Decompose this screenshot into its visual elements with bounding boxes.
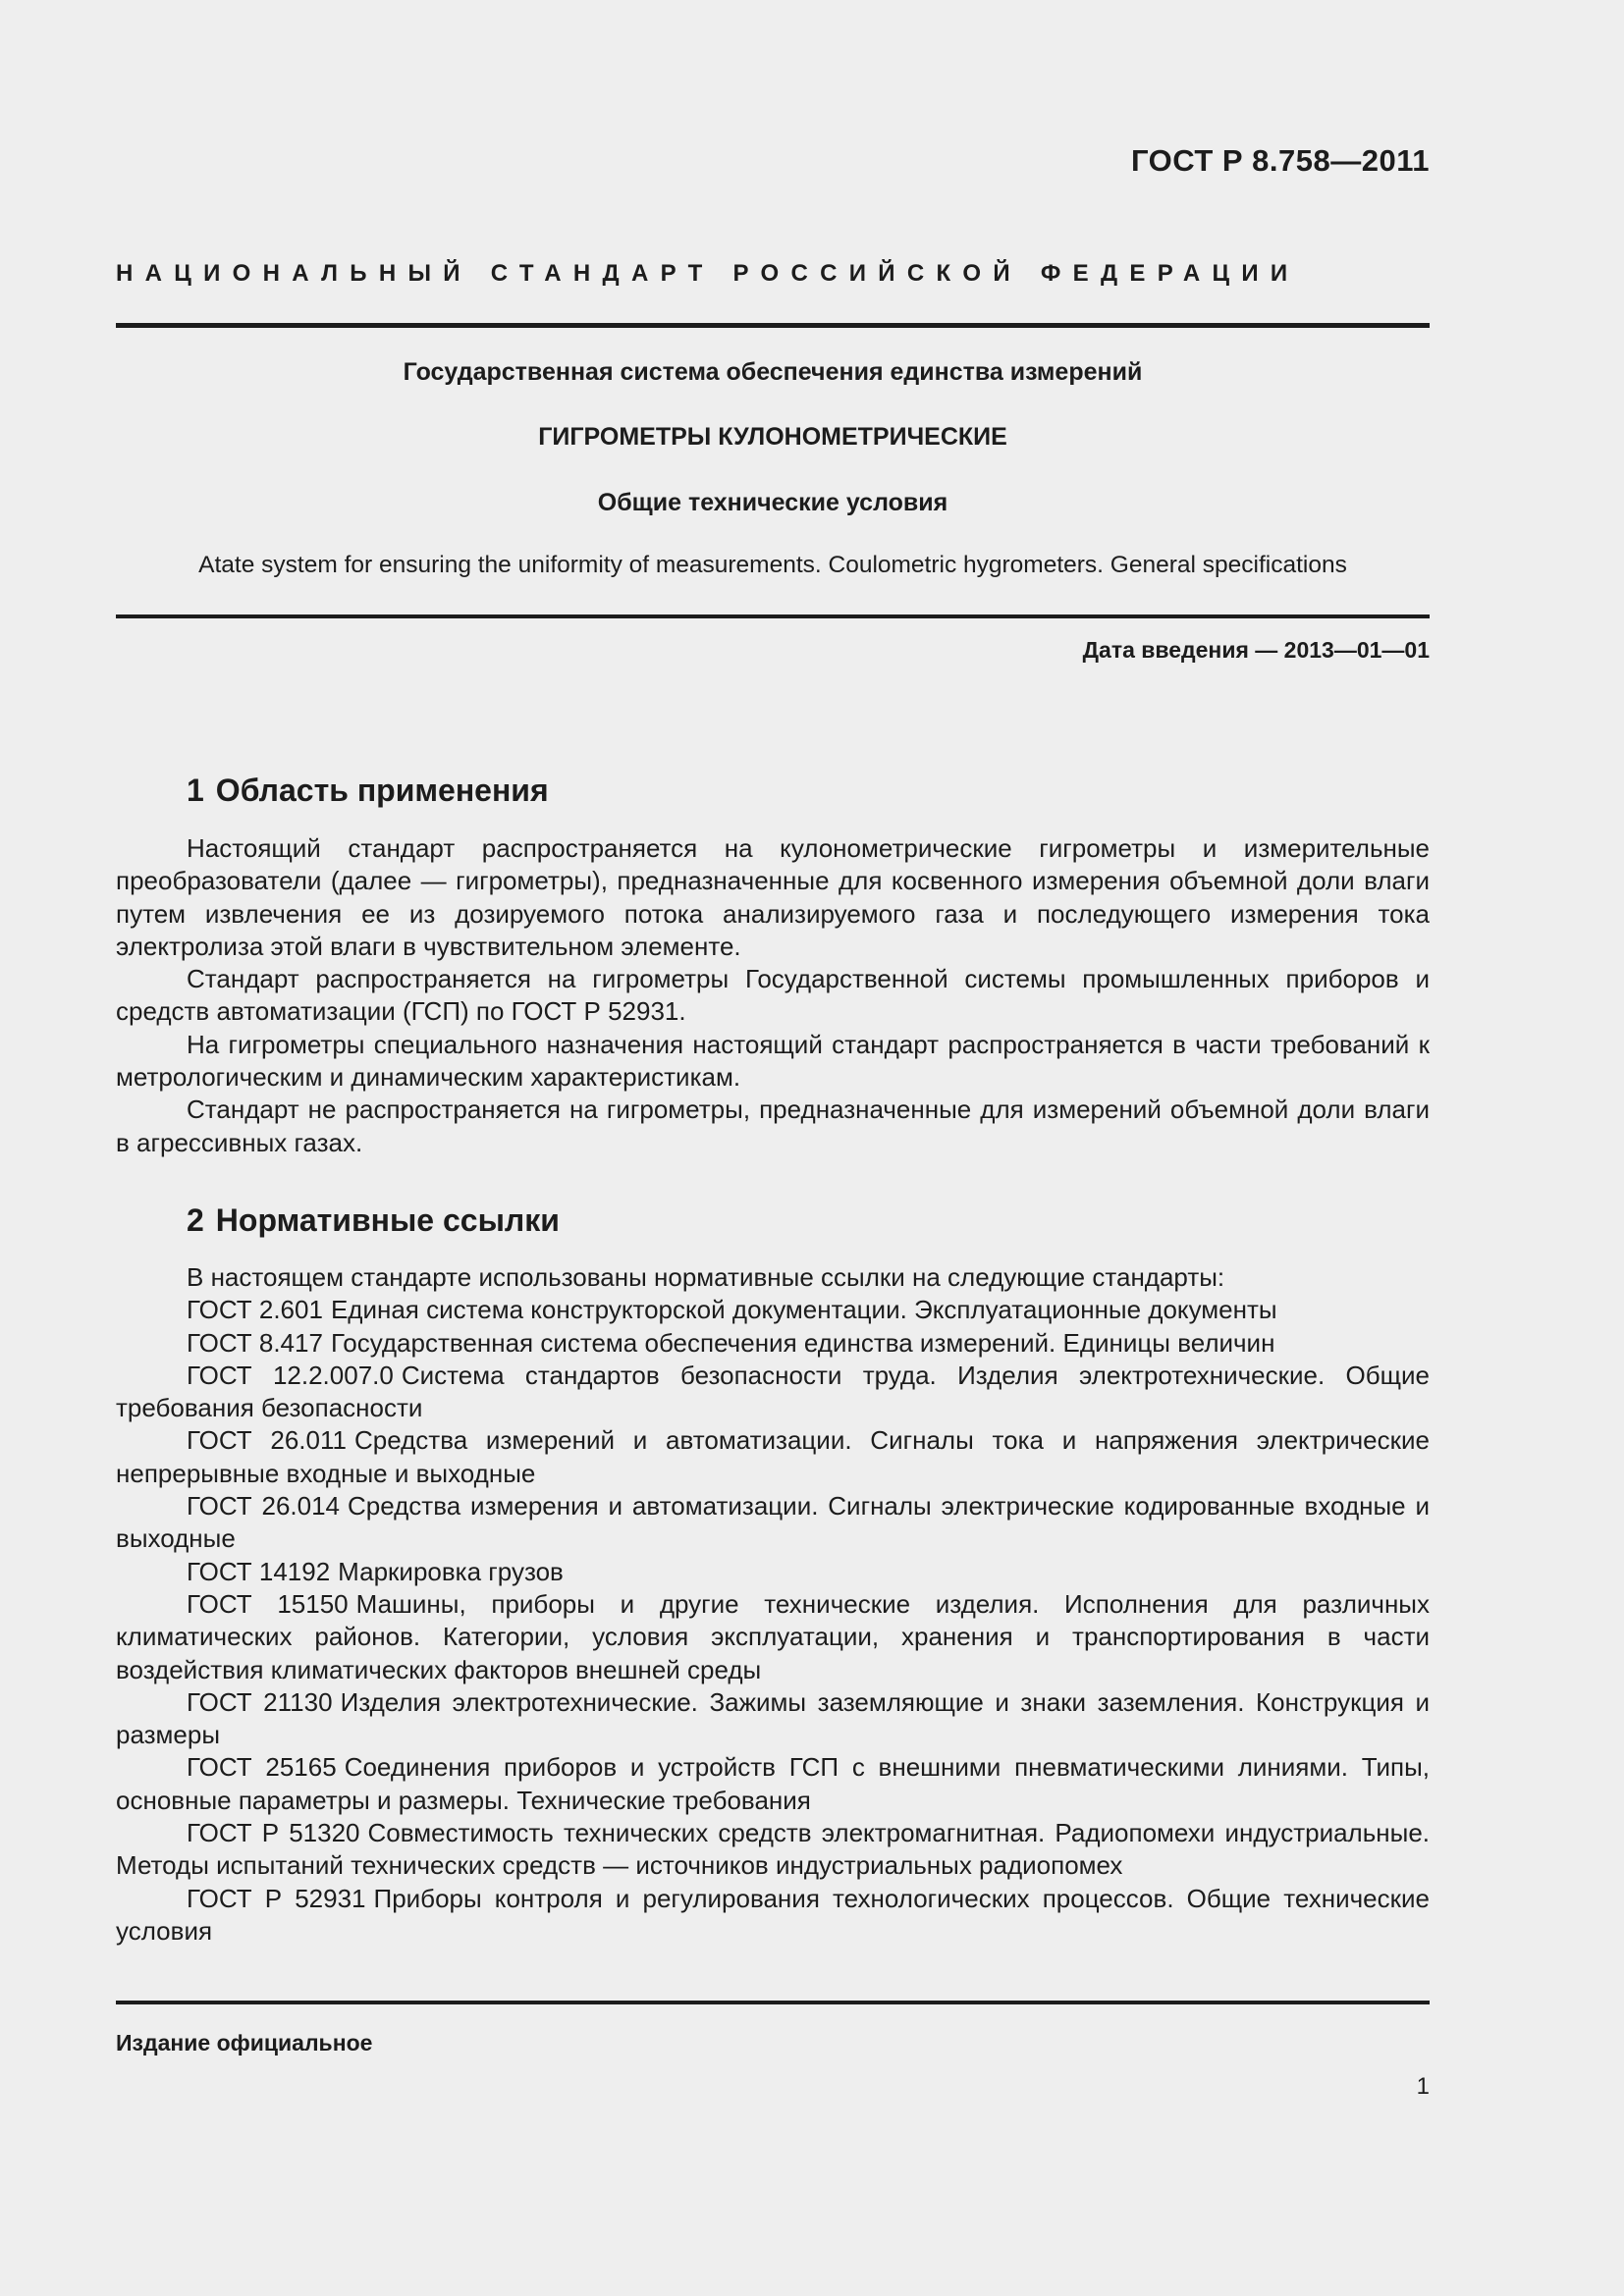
paragraph: Стандарт не распространяется на гигрометры, предназначенные для измерений объемной доли влаги в агрессивных газах. bbox=[116, 1095, 1430, 1157]
reference-code: ГОСТ 12.2.007.0 bbox=[187, 1360, 394, 1390]
section-2-body bbox=[116, 1261, 1430, 1948]
reference-title: Машины, приборы и другие технические изделия. Исполнения для различных климатических районов. Категории, условия эксплуатации, хранения и транспортирования в части воздействия климатических факторов внешней среды bbox=[116, 1588, 1430, 1684]
introduction-date: Дата введения — 2013—01—01 bbox=[1082, 637, 1430, 663]
reference-code: ГОСТ 2.601 bbox=[187, 1295, 323, 1325]
reference-item bbox=[116, 1294, 1430, 1326]
page-number: 1 bbox=[1416, 2073, 1430, 2100]
edition-note: Издание официальное bbox=[116, 2030, 373, 2056]
paragraph: Стандарт распространяется на гигрометры Государственной системы промышленных приборов и средств автоматизации (ГСП) по ГОСТ Р 52931. bbox=[116, 964, 1430, 1027]
reference-title: Единая система конструкторской документации. Эксплуатационные документы bbox=[330, 1295, 1277, 1325]
reference-title: Система стандартов безопасности труда. Изделия электротехнические. Общие требования безопасности bbox=[116, 1360, 1430, 1423]
reference-item bbox=[116, 1424, 1430, 1490]
section-2-heading bbox=[187, 1202, 560, 1239]
section-1-heading bbox=[187, 773, 549, 809]
reference-code: ГОСТ 14192 bbox=[187, 1556, 331, 1586]
document-page bbox=[116, 0, 1430, 2296]
reference-title: Государственная система обеспечения единства измерений. Единицы величин bbox=[330, 1327, 1275, 1358]
reference-title: Приборы контроля и регулирования технологических процессов. Общие технические условия bbox=[116, 1883, 1430, 1946]
paragraph: На гигрометры специального назначения настоящий стандарт распространяется в части требований к метрологическим и динамическим характеристикам. bbox=[116, 1029, 1430, 1093]
reference-code: ГОСТ Р 51320 bbox=[187, 1818, 360, 1848]
reference-item bbox=[116, 1686, 1430, 1752]
document-code: ГОСТ Р 8.758—2011 bbox=[1130, 143, 1430, 178]
section-1-number: 1 bbox=[187, 773, 204, 808]
reference-item bbox=[116, 1327, 1430, 1360]
reference-code: ГОСТ 26.014 bbox=[187, 1491, 341, 1522]
national-standard-title: НАЦИОНАЛЬНЫЙ СТАНДАРТ РОССИЙСКОЙ ФЕДЕРАЦИИ bbox=[116, 260, 1300, 287]
reference-code: ГОСТ Р 52931 bbox=[187, 1883, 366, 1913]
reference-code: ГОСТ 25165 bbox=[187, 1752, 337, 1783]
reference-item bbox=[116, 1588, 1430, 1686]
reference-code: ГОСТ 21130 bbox=[187, 1686, 333, 1717]
section-1-body bbox=[116, 832, 1430, 1159]
system-name: Государственная система обеспечения единства измерений bbox=[403, 358, 1143, 386]
title-divider bbox=[116, 614, 1430, 618]
reference-title: Изделия электротехнические. Зажимы заземляющие и знаки заземления. Конструкция и размеры bbox=[116, 1686, 1431, 1750]
header-divider bbox=[116, 323, 1430, 328]
reference-title: Совместимость технических средств электромагнитная. Радиопомехи индустриальные. Методы испытаний технических средств — источников индустриальных радиопомех bbox=[116, 1818, 1430, 1881]
section-2-intro: В настоящем стандарте использованы нормативные ссылки на следующие стандарты: bbox=[187, 1262, 1225, 1292]
paragraph: Настоящий стандарт распространяется на кулонометрические гигрометры и измерительные преобразователи (далее — гигрометры), предназначенные для косвенного измерения объемной доли влаги путем извлечения ее из дозируемого потока анализируемого газа и последующего измерения тока электролиза этой влаги в чувствительном элементе. bbox=[116, 833, 1430, 961]
reference-code: ГОСТ 8.417 bbox=[187, 1327, 323, 1358]
english-title: Atate system for ensuring the uniformity of measurements. Coulometric hygrometers. General specifications bbox=[198, 552, 1347, 578]
reference-title: Соединения приборов и устройств ГСП с внешними пневматическими линиями. Типы, основные параметры и размеры. Технические требования bbox=[116, 1752, 1430, 1815]
reference-item bbox=[116, 1883, 1430, 1949]
reference-code: ГОСТ 15150 bbox=[187, 1588, 349, 1619]
reference-item bbox=[116, 1817, 1430, 1883]
section-1-title: Область применения bbox=[215, 773, 549, 808]
reference-item bbox=[116, 1490, 1430, 1556]
reference-title: Средства измерений и автоматизации. Сигналы тока и напряжения электрические непрерывные входные и выходные bbox=[116, 1425, 1430, 1488]
footer-divider bbox=[116, 2001, 1430, 2004]
reference-item bbox=[116, 1751, 1430, 1817]
reference-item bbox=[116, 1360, 1430, 1425]
reference-title: Средства измерения и автоматизации. Сигналы электрические кодированные входные и выходные bbox=[116, 1491, 1430, 1554]
reference-title: Маркировка грузов bbox=[338, 1556, 564, 1586]
product-name: ГИГРОМЕТРЫ КУЛОНОМЕТРИЧЕСКИЕ bbox=[538, 423, 1007, 451]
reference-code: ГОСТ 26.011 bbox=[187, 1425, 347, 1456]
specification-type: Общие технические условия bbox=[597, 489, 948, 516]
section-2-title: Нормативные ссылки bbox=[215, 1202, 560, 1238]
reference-item bbox=[116, 1556, 1430, 1588]
section-2-number: 2 bbox=[187, 1202, 204, 1238]
